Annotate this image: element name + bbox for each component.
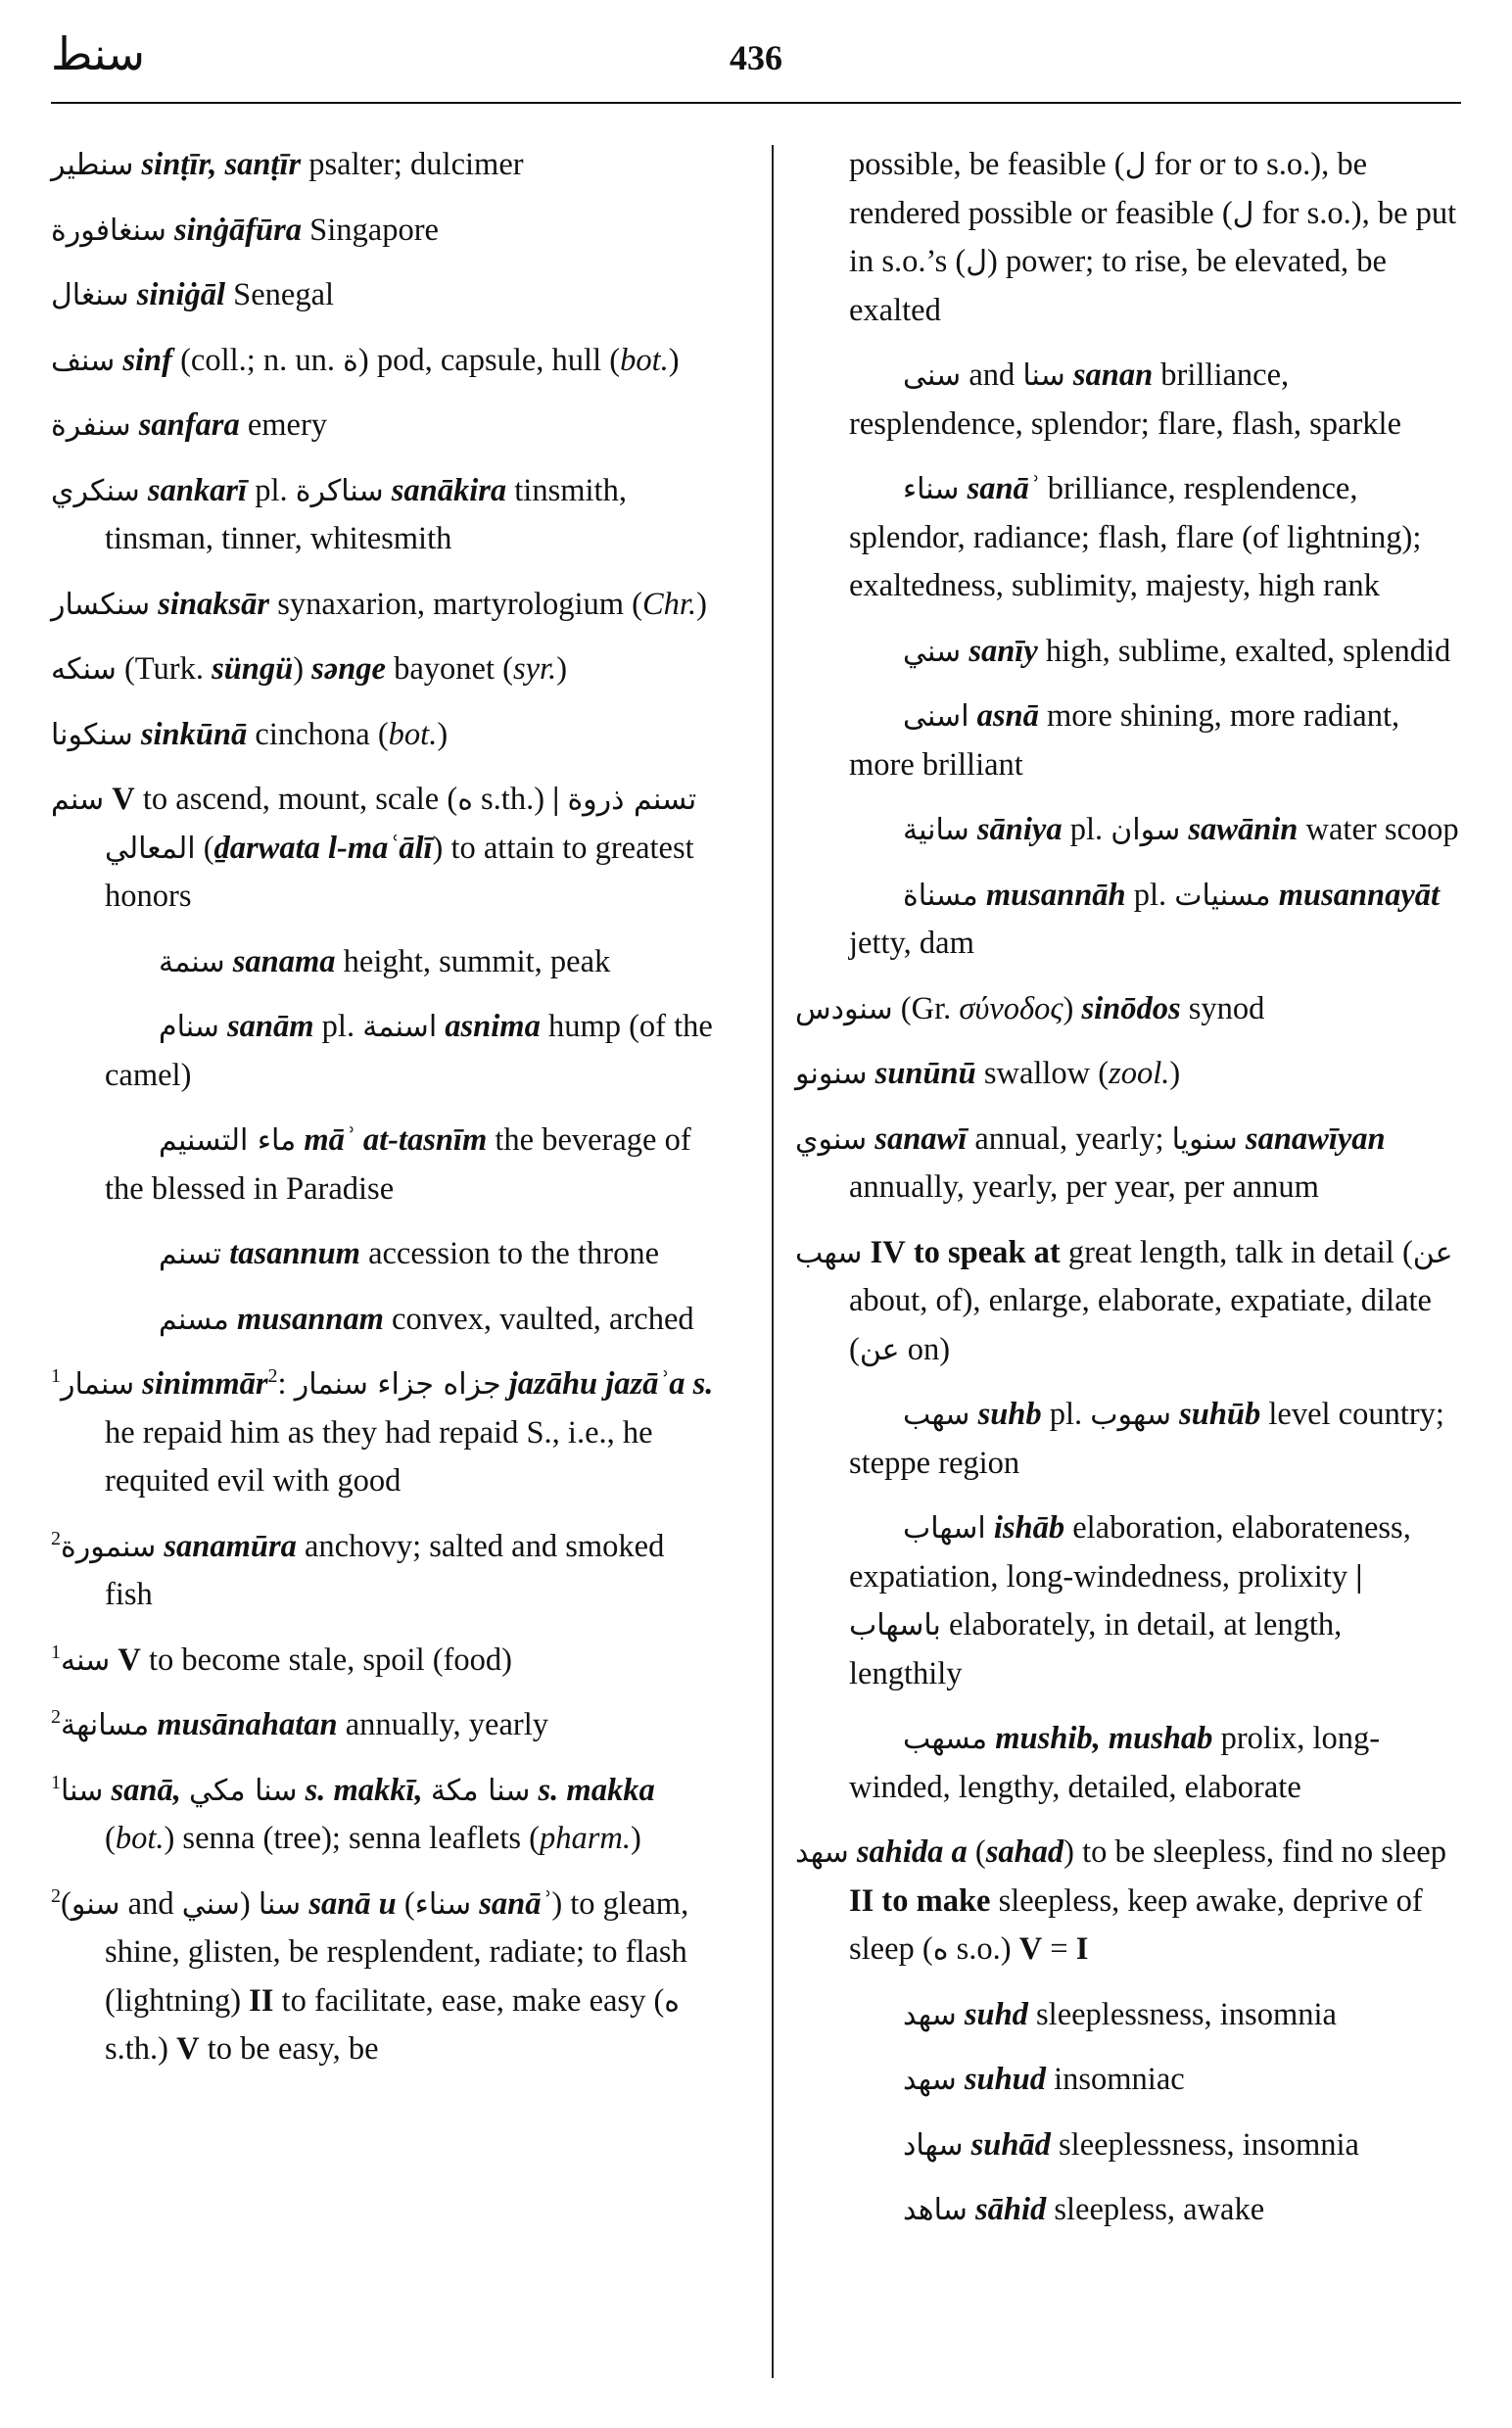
arabic-word: سهد <box>795 1835 849 1870</box>
gloss-text: insomniac <box>1045 2062 1185 2097</box>
gloss-text: ) <box>556 651 568 687</box>
gloss-text: level country; steppe region <box>849 1397 1444 1481</box>
gloss-text: ) <box>239 1885 259 1922</box>
arabic-word: سنا <box>258 1886 302 1922</box>
arabic-word: سنكه <box>51 652 117 687</box>
gloss-text: pl. <box>1041 1397 1091 1432</box>
gloss-text: annually, yearly <box>337 1707 549 1742</box>
gloss-text <box>1065 357 1073 393</box>
transliteration: sinġāfūra <box>173 212 303 248</box>
gloss-text: cinchona ( <box>247 716 389 752</box>
transliteration: sawānin <box>1188 812 1299 847</box>
dictionary-entry <box>51 1881 717 2074</box>
italic-text: bot. <box>620 342 669 378</box>
gloss-text <box>969 698 977 734</box>
arabic-word: عن <box>859 1332 900 1367</box>
gloss-text: on) <box>899 1331 951 1367</box>
dictionary-entry <box>51 1360 717 1506</box>
gloss-text: pl. <box>1062 812 1111 847</box>
dictionary-entry <box>795 465 1461 611</box>
dictionary-entry <box>51 141 717 190</box>
gloss-text <box>133 147 141 182</box>
transliteration: suhb <box>977 1397 1042 1432</box>
italic-text: pharm. <box>539 1821 631 1856</box>
gloss-text: ) to be sleepless, find no sleep <box>1063 1834 1446 1870</box>
transliteration: musannayāt <box>1278 877 1441 913</box>
dictionary-entry <box>51 1296 717 1345</box>
gloss-text <box>957 2062 965 2097</box>
arabic-word: سنونو <box>795 1057 868 1091</box>
gloss-text <box>181 1773 189 1808</box>
gloss-text: convex, vaulted, arched <box>383 1301 694 1337</box>
gloss-text: annually, yearly, per year, per annum <box>849 1169 1319 1205</box>
gloss-text <box>906 1235 914 1270</box>
dictionary-entry <box>51 938 717 987</box>
arabic-word: تسنم ذروة المعالي <box>105 783 697 866</box>
gloss-text: ) <box>1063 990 1082 1026</box>
arabic-word: سنكونا <box>51 717 133 752</box>
gloss-text: to be easy, be <box>199 2031 379 2067</box>
arabic-word: سنف <box>51 343 116 378</box>
transliteration: ishāb <box>993 1510 1065 1546</box>
gloss-text <box>129 277 137 312</box>
arabic-word: سنه <box>61 1642 111 1678</box>
gloss-text: pl. <box>313 1009 363 1044</box>
transliteration: sǝnge <box>311 651 386 687</box>
arabic-word: سنا مكي <box>188 1773 298 1808</box>
dictionary-entry <box>51 645 717 694</box>
column-divider <box>772 145 774 2378</box>
gloss-text: emery <box>239 407 328 443</box>
gloss-text: for or to s.o.), be rendered possible or feasible ( <box>849 147 1368 231</box>
transliteration: sinṭīr, sanṭīr <box>141 147 302 182</box>
transliteration: sanawī <box>874 1120 968 1157</box>
gloss-text: he repaid him as they had repaid S., i.e., he requited evil with good <box>105 1414 653 1499</box>
dictionary-entry <box>51 467 717 564</box>
gloss-text: the beverage of the blessed in Paradise <box>105 1122 691 1207</box>
transliteration: musannam <box>236 1301 384 1337</box>
italic-text: bot. <box>388 716 438 752</box>
gloss-text: elaborately, in detail, at length, lengthily <box>849 1607 1343 1691</box>
gloss-text: ) pod, capsule, hull ( <box>357 342 621 378</box>
arabic-word: سنمار <box>61 1367 135 1402</box>
transliteration: süngü <box>212 651 294 687</box>
homograph-number: 2 <box>267 1365 278 1388</box>
gloss-text: psalter; dulcimer <box>301 147 524 182</box>
transliteration: ḏarwata l-maʿālī <box>213 830 433 866</box>
gloss-text <box>868 1056 875 1091</box>
bold-text: to speak at <box>913 1234 1061 1270</box>
arabic-word: ل <box>1232 196 1254 231</box>
gloss-text: ) senna (tree); senna leaflets ( <box>164 1821 540 1856</box>
gloss-text: ) <box>293 651 312 687</box>
gloss-text: ) <box>437 716 449 752</box>
transliteration: suhud <box>964 2062 1046 2097</box>
arabic-word: سنمورة <box>61 1529 157 1564</box>
gloss-text: more shining, more radiant, more brilliant <box>849 698 1400 783</box>
gloss-text: ( <box>105 1821 116 1856</box>
transliteration: sahida a <box>856 1834 968 1870</box>
dictionary-entry <box>795 692 1461 789</box>
gloss-text: jetty, dam <box>849 926 974 961</box>
arabic-word: سنكري <box>51 473 140 508</box>
arabic-word: سني <box>181 1886 240 1922</box>
arabic-word: سنكسار <box>51 587 151 622</box>
dictionary-entry <box>795 1829 1461 1975</box>
gloss-text: ( <box>967 1834 986 1870</box>
gloss-text: accession to the throne <box>359 1236 659 1271</box>
arabic-word: سنودس <box>795 991 893 1026</box>
arabic-word: سنغال <box>51 278 129 312</box>
gloss-text: ( <box>195 830 214 866</box>
dictionary-entry <box>51 271 717 320</box>
bold-text: V <box>112 782 135 817</box>
gloss-text: brilliance, resplendence, splendor, radiance; flash, flare (of lightning); exaltedness, sublimity, majesty, high rank <box>849 471 1422 603</box>
dictionary-entry <box>795 2121 1461 2170</box>
gloss-text: ) <box>696 586 707 622</box>
gloss-text <box>166 213 174 248</box>
homograph-number: 1 <box>51 1771 61 1793</box>
gloss-text <box>225 944 233 979</box>
arabic-word: اسنى <box>903 699 969 734</box>
gloss-text <box>219 1009 227 1044</box>
gloss-text: Senegal <box>225 277 335 312</box>
transliteration: sanākira <box>391 472 507 508</box>
gloss-text: synod <box>1180 990 1265 1026</box>
arabic-word: اسهاب <box>903 1511 986 1546</box>
gloss-text <box>963 2127 970 2163</box>
bold-text: II <box>249 1982 274 2019</box>
transliteration: tasannum <box>229 1236 360 1271</box>
transliteration: sinōdos <box>1081 990 1181 1026</box>
gloss-text: to ascend, mount, scale ( <box>134 782 458 817</box>
gloss-text: ) <box>630 1821 641 1856</box>
gloss-text: ) <box>668 342 680 378</box>
transliteration: sanīy <box>969 633 1038 669</box>
dictionary-entry <box>795 2056 1461 2105</box>
gloss-text <box>959 471 967 506</box>
transliteration: sanā u <box>308 1885 397 1922</box>
transliteration: sinimmār <box>142 1366 268 1402</box>
gloss-text: elaboration, elaborateness, expatiation, long-windedness, prolixity <box>849 1510 1411 1595</box>
transliteration: sāhid <box>974 2192 1047 2227</box>
dictionary-entry <box>795 1229 1461 1375</box>
gloss-text: sleepless, awake <box>1046 2192 1265 2227</box>
right-column <box>795 141 1461 2252</box>
gloss-text: height, summit, peak <box>335 943 611 979</box>
italic-text: σύνοδος <box>959 990 1063 1026</box>
gloss-text <box>133 717 141 752</box>
gloss-text <box>131 407 139 443</box>
homograph-number: 2 <box>51 1527 61 1549</box>
dictionary-entry <box>51 581 717 630</box>
dictionary-entry <box>795 1504 1461 1698</box>
transliteration: sanāʾ <box>967 471 1040 506</box>
arabic-word: سهد <box>903 2063 957 2097</box>
dictionary-entry <box>51 207 717 256</box>
gloss-text <box>978 878 986 913</box>
arabic-word: تسنم <box>159 1237 222 1271</box>
transliteration: sinkūnā <box>140 716 248 752</box>
transliteration: asnā <box>976 698 1039 734</box>
gloss-text: anchovy; salted and smoked fish <box>105 1528 665 1612</box>
bold-text: V <box>1018 1931 1043 1967</box>
gloss-text: swallow ( <box>975 1056 1110 1091</box>
gloss-text: prolix, long-winded, lengthy, detailed, elaborate <box>849 1721 1381 1805</box>
arabic-word: سني <box>903 634 962 669</box>
dictionary-entry <box>795 1050 1461 1099</box>
bold-text: I <box>1075 1931 1089 1967</box>
transliteration: musannāh <box>985 877 1126 913</box>
dictionary-entry <box>795 628 1461 677</box>
gloss-text: sleeplessness, insomnia <box>1050 2126 1359 2163</box>
gloss-text: ( <box>396 1885 415 1922</box>
gloss-text: ) to gleam, shine, glisten, be resplendent, radiate; to flash (lightning) <box>105 1885 689 2019</box>
gloss-text: water scoop <box>1298 812 1459 847</box>
homograph-number: 1 <box>51 1641 61 1663</box>
gloss-text: sleeplessness, insomnia <box>1027 1996 1337 2032</box>
gloss-text: (coll.; n. un. <box>171 342 344 378</box>
bold-text: | <box>1355 1558 1363 1595</box>
dictionary-entry <box>795 1715 1461 1812</box>
gloss-text: for s.o.), be put in s.o.’s ( <box>849 195 1457 279</box>
gloss-text <box>423 1773 431 1808</box>
arabic-word: سناء <box>903 472 960 506</box>
dictionary-entry <box>51 1701 717 1750</box>
dictionary-entry <box>51 1003 717 1100</box>
gloss-text: s.o.) <box>948 1931 1019 1967</box>
transliteration: sahad <box>985 1834 1064 1870</box>
gloss-text: s.th.) <box>472 782 553 817</box>
gloss-text: ) <box>1169 1056 1181 1091</box>
gloss-text: synaxarion, martyrologium ( <box>269 586 642 622</box>
page-number: 436 <box>730 38 782 77</box>
transliteration: musānahatan <box>157 1707 338 1742</box>
homograph-number: 2 <box>51 1884 61 1907</box>
gloss-text: about, of), enlarge, elaborate, expatiate, dilate ( <box>849 1283 1432 1367</box>
gloss-text <box>229 1302 237 1337</box>
arabic-word: ل <box>1124 148 1147 182</box>
transliteration: s. makkī, <box>305 1772 423 1808</box>
transliteration: mushib, mushab <box>995 1721 1213 1756</box>
arabic-word: ساهد <box>903 2193 968 2227</box>
italic-text: zool. <box>1109 1056 1170 1091</box>
italic-text: syr. <box>512 651 557 687</box>
gloss-text <box>986 1510 994 1546</box>
arabic-word: عن <box>1412 1235 1453 1270</box>
arabic-word: سنا مكة <box>430 1773 531 1808</box>
transliteration: asnima <box>445 1009 541 1044</box>
arabic-word: ه <box>664 1983 680 2019</box>
bold-text: V <box>176 2031 200 2067</box>
transliteration: sinaksār <box>158 586 270 622</box>
transliteration: jazāhu jazāʾa s. <box>508 1366 714 1402</box>
arabic-word: جزاه جزاء سنمار <box>294 1367 501 1402</box>
gloss-text: high, sublime, exalted, splendid <box>1037 633 1451 669</box>
arabic-word: سنو <box>71 1886 120 1922</box>
transliteration: suhād <box>970 2126 1051 2163</box>
arabic-word: ل <box>966 245 987 279</box>
gloss-text: ) to attain to greatest honors <box>105 830 694 914</box>
dictionary-entry <box>51 1637 717 1686</box>
running-head-word: سنط <box>51 27 146 80</box>
gloss-text <box>530 1773 538 1808</box>
gloss-text: to become stale, spoil (food) <box>140 1642 512 1678</box>
transliteration: siniġāl <box>136 277 226 312</box>
arabic-word: اسنمة <box>362 1010 438 1044</box>
dictionary-entry <box>51 1230 717 1279</box>
gloss-text: and <box>961 357 1023 393</box>
arabic-word: سناكرة <box>295 473 384 508</box>
italic-text: bot. <box>115 1821 165 1856</box>
dictionary-entry <box>795 141 1461 335</box>
gloss-text: and <box>119 1885 182 1922</box>
gloss-text <box>968 2192 975 2227</box>
gloss-text: hump (of the camel) <box>105 1009 713 1093</box>
bold-text: V <box>118 1642 141 1678</box>
gloss-text <box>1271 878 1279 913</box>
arabic-word: سنم <box>51 783 105 817</box>
gloss-text: annual, yearly; <box>967 1120 1172 1157</box>
transliteration: sanama <box>232 943 336 979</box>
arabic-word: ة <box>343 343 358 378</box>
transliteration: sanām <box>227 1009 314 1044</box>
arabic-word: سنغافورة <box>51 213 166 248</box>
arabic-word: سنام <box>159 1010 219 1044</box>
arabic-word: باسهاب <box>849 1608 941 1642</box>
transliteration: sāniya <box>976 812 1063 847</box>
transliteration: sinf <box>122 342 172 378</box>
arabic-word: مسنم <box>159 1302 229 1337</box>
gloss-text: ) power; to rise, be elevated, be exalted <box>849 244 1387 328</box>
dictionary-entry <box>51 711 717 760</box>
gloss-text <box>1171 1397 1179 1432</box>
gloss-text: to facilitate, ease, make easy ( <box>273 1982 665 2019</box>
arabic-word: سنى <box>903 358 962 393</box>
gloss-text <box>849 1834 857 1870</box>
gloss-text <box>969 1397 977 1432</box>
arabic-word: سنا <box>1022 358 1065 393</box>
arabic-word: سهب <box>795 1235 863 1270</box>
header-rule <box>51 102 1461 104</box>
bold-text: | <box>552 782 560 817</box>
bold-text: IV <box>870 1234 906 1270</box>
arabic-word: ه <box>457 783 473 817</box>
homograph-number: 2 <box>51 1706 61 1729</box>
gloss-text <box>969 812 977 847</box>
arabic-word: سهاد <box>903 2127 964 2163</box>
dictionary-entry <box>795 352 1461 449</box>
arabic-word: سناء <box>414 1886 472 1922</box>
gloss-text: s.th.) <box>105 2031 177 2067</box>
transliteration: s. makka <box>538 1772 655 1808</box>
arabic-word: مسنيات <box>1174 878 1271 913</box>
dictionary-entry <box>51 1117 717 1214</box>
gloss-text <box>1238 1121 1246 1157</box>
dictionary-entry <box>795 872 1461 969</box>
arabic-word: ه <box>932 1932 949 1967</box>
arabic-word: مسهب <box>903 1722 988 1756</box>
transliteration: sanamūra <box>164 1528 297 1564</box>
arabic-word: سنا <box>61 1773 104 1808</box>
gloss-text: ( <box>61 1885 71 1922</box>
arabic-word: سوان <box>1110 813 1181 847</box>
gloss-text <box>501 1366 509 1402</box>
dictionary-entry <box>51 337 717 386</box>
gloss-text: tinsmith, tinsman, tinner, whitesmith <box>105 472 627 556</box>
dictionary-entry <box>795 806 1461 855</box>
gloss-text: pl. <box>247 472 296 508</box>
transliteration: sanā, <box>111 1772 181 1808</box>
arabic-word: سهب <box>903 1398 970 1432</box>
dictionary-entry <box>51 402 717 451</box>
transliteration: sanfara <box>138 407 240 443</box>
gloss-text: sleepless, keep awake, deprive of sleep ( <box>849 1882 1423 1967</box>
dictionary-entry <box>51 776 717 922</box>
dictionary-entry <box>795 1991 1461 2040</box>
gloss-text: (Gr. <box>892 990 960 1026</box>
italic-text: Chr. <box>642 586 697 622</box>
gloss-text: pl. <box>1125 877 1175 913</box>
arabic-word: سنمة <box>159 944 225 979</box>
dictionary-entry <box>795 1116 1461 1213</box>
gloss-text <box>957 1997 965 2032</box>
dictionary-entry <box>51 1523 717 1620</box>
left-column <box>51 141 717 2091</box>
gloss-text: bayonet ( <box>385 651 513 687</box>
gloss-text: Singapore <box>302 212 439 248</box>
arabic-word: مسناة <box>903 878 978 913</box>
gloss-text <box>384 473 392 508</box>
arabic-word: سنفرة <box>51 408 131 443</box>
dictionary-entry <box>795 2186 1461 2235</box>
transliteration: māʾ at-tasnīm <box>304 1122 488 1158</box>
dictionary-entry <box>51 1767 717 1864</box>
arabic-word: سهوب <box>1090 1398 1171 1432</box>
gloss-text: possible, be feasible ( <box>849 147 1125 182</box>
transliteration: suhd <box>964 1996 1028 2032</box>
gloss-text <box>140 473 148 508</box>
arabic-word: سنوي <box>795 1121 868 1157</box>
transliteration: sanawīyan <box>1245 1120 1386 1157</box>
arabic-word: سانية <box>903 813 969 847</box>
arabic-word: ماء التسنيم <box>159 1123 297 1158</box>
transliteration: sunūnū <box>874 1056 976 1091</box>
dictionary-entry <box>795 985 1461 1034</box>
transliteration: sanan <box>1072 357 1154 393</box>
transliteration: suhūb <box>1179 1397 1261 1432</box>
transliteration: sankarī <box>147 472 248 508</box>
gloss-text: (Turk. <box>116 651 213 687</box>
gloss-text <box>862 1235 870 1270</box>
gloss-text: brilliance, resplendence, splendor; flare, flash, sparkle <box>849 357 1402 442</box>
dictionary-entry <box>795 1391 1461 1488</box>
gloss-text <box>297 1773 305 1808</box>
bold-text: II to make <box>849 1882 991 1919</box>
homograph-number: 1 <box>51 1365 61 1388</box>
transliteration: sanāʾ <box>479 1885 552 1922</box>
gloss-text: = <box>1042 1931 1076 1967</box>
arabic-word: سنطير <box>51 148 134 182</box>
gloss-text: great length, talk in detail ( <box>1060 1234 1413 1270</box>
arabic-word: مسانهة <box>61 1708 150 1742</box>
arabic-word: سنويا <box>1171 1121 1238 1157</box>
gloss-text: : <box>277 1366 295 1402</box>
arabic-word: سهد <box>903 1997 957 2032</box>
